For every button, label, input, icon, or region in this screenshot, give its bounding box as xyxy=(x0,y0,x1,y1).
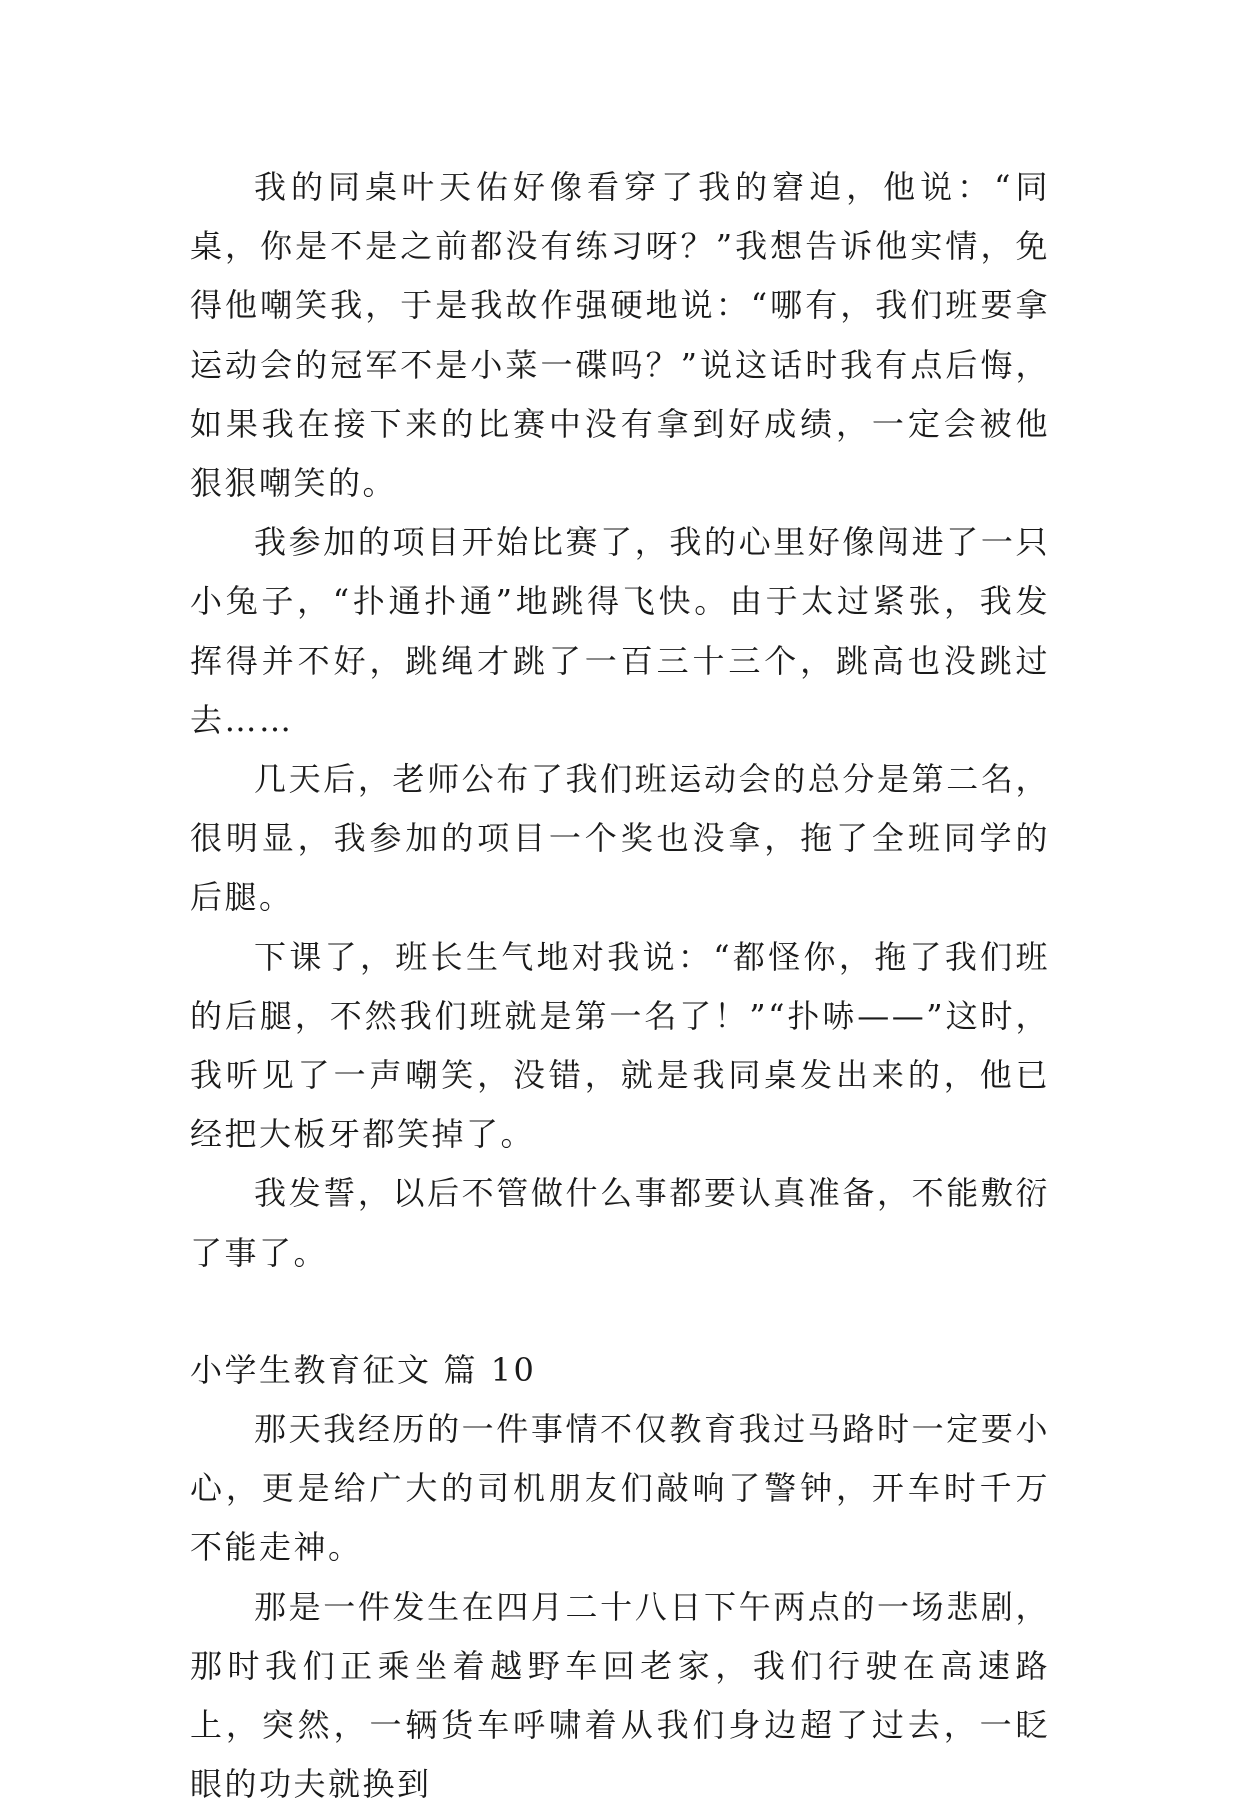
section-heading-number: 篇 10 xyxy=(443,1350,537,1389)
paragraph: 我发誓，以后不管做什么事都要认真准备，不能敷衍了事了。 xyxy=(190,1174,1050,1272)
paragraph: 那天我经历的一件事情不仅教育我过马路时一定要小心，更是给广大的司机朋友们敲响了警钟，开车时千万不能走神。 xyxy=(190,1410,1050,1567)
paragraph: 下课了，班长生气地对我说：“都怪你，拖了我们班的后腿，不然我们班就是第一名了！”“扑哧——”这时，我听见了一声嘲笑，没错，就是我同桌发出来的，他已经把大板牙都笑掉了。 xyxy=(190,937,1050,1154)
document-body xyxy=(190,158,1050,1814)
paragraph: 几天后，老师公布了我们班运动会的总分是第二名，很明显，我参加的项目一个奖也没拿，拖了全班同学的后腿。 xyxy=(190,760,1050,917)
section-heading xyxy=(190,1341,1050,1400)
paragraph: 我的同桌叶天佑好像看穿了我的窘迫，他说：“同桌，你是不是之前都没有练习呀？”我想告诉他实情，免得他嘲笑我，于是我故作强硬地说：“哪有，我们班要拿运动会的冠军不是小菜一碟吗？”说这话时我有点后悔，如果我在接下来的比赛中没有拿到好成绩，一定会被他狠狠嘲笑的。 xyxy=(190,168,1050,503)
paragraph: 我参加的项目开始比赛了，我的心里好像闯进了一只小兔子，“扑通扑通”地跳得飞快。由于太过紧张，我发挥得并不好，跳绳才跳了一百三十三个，跳高也没跳过去…… xyxy=(190,523,1050,739)
paragraph: 那是一件发生在四月二十八日下午两点的一场悲剧，那时我们正乘坐着越野车回老家，我们行驶在高速路上，突然，一辆货车呼啸着从我们身边超了过去，一眨眼的功夫就换到 xyxy=(190,1587,1050,1804)
section-heading-text: 小学生教育征文 xyxy=(190,1350,432,1389)
